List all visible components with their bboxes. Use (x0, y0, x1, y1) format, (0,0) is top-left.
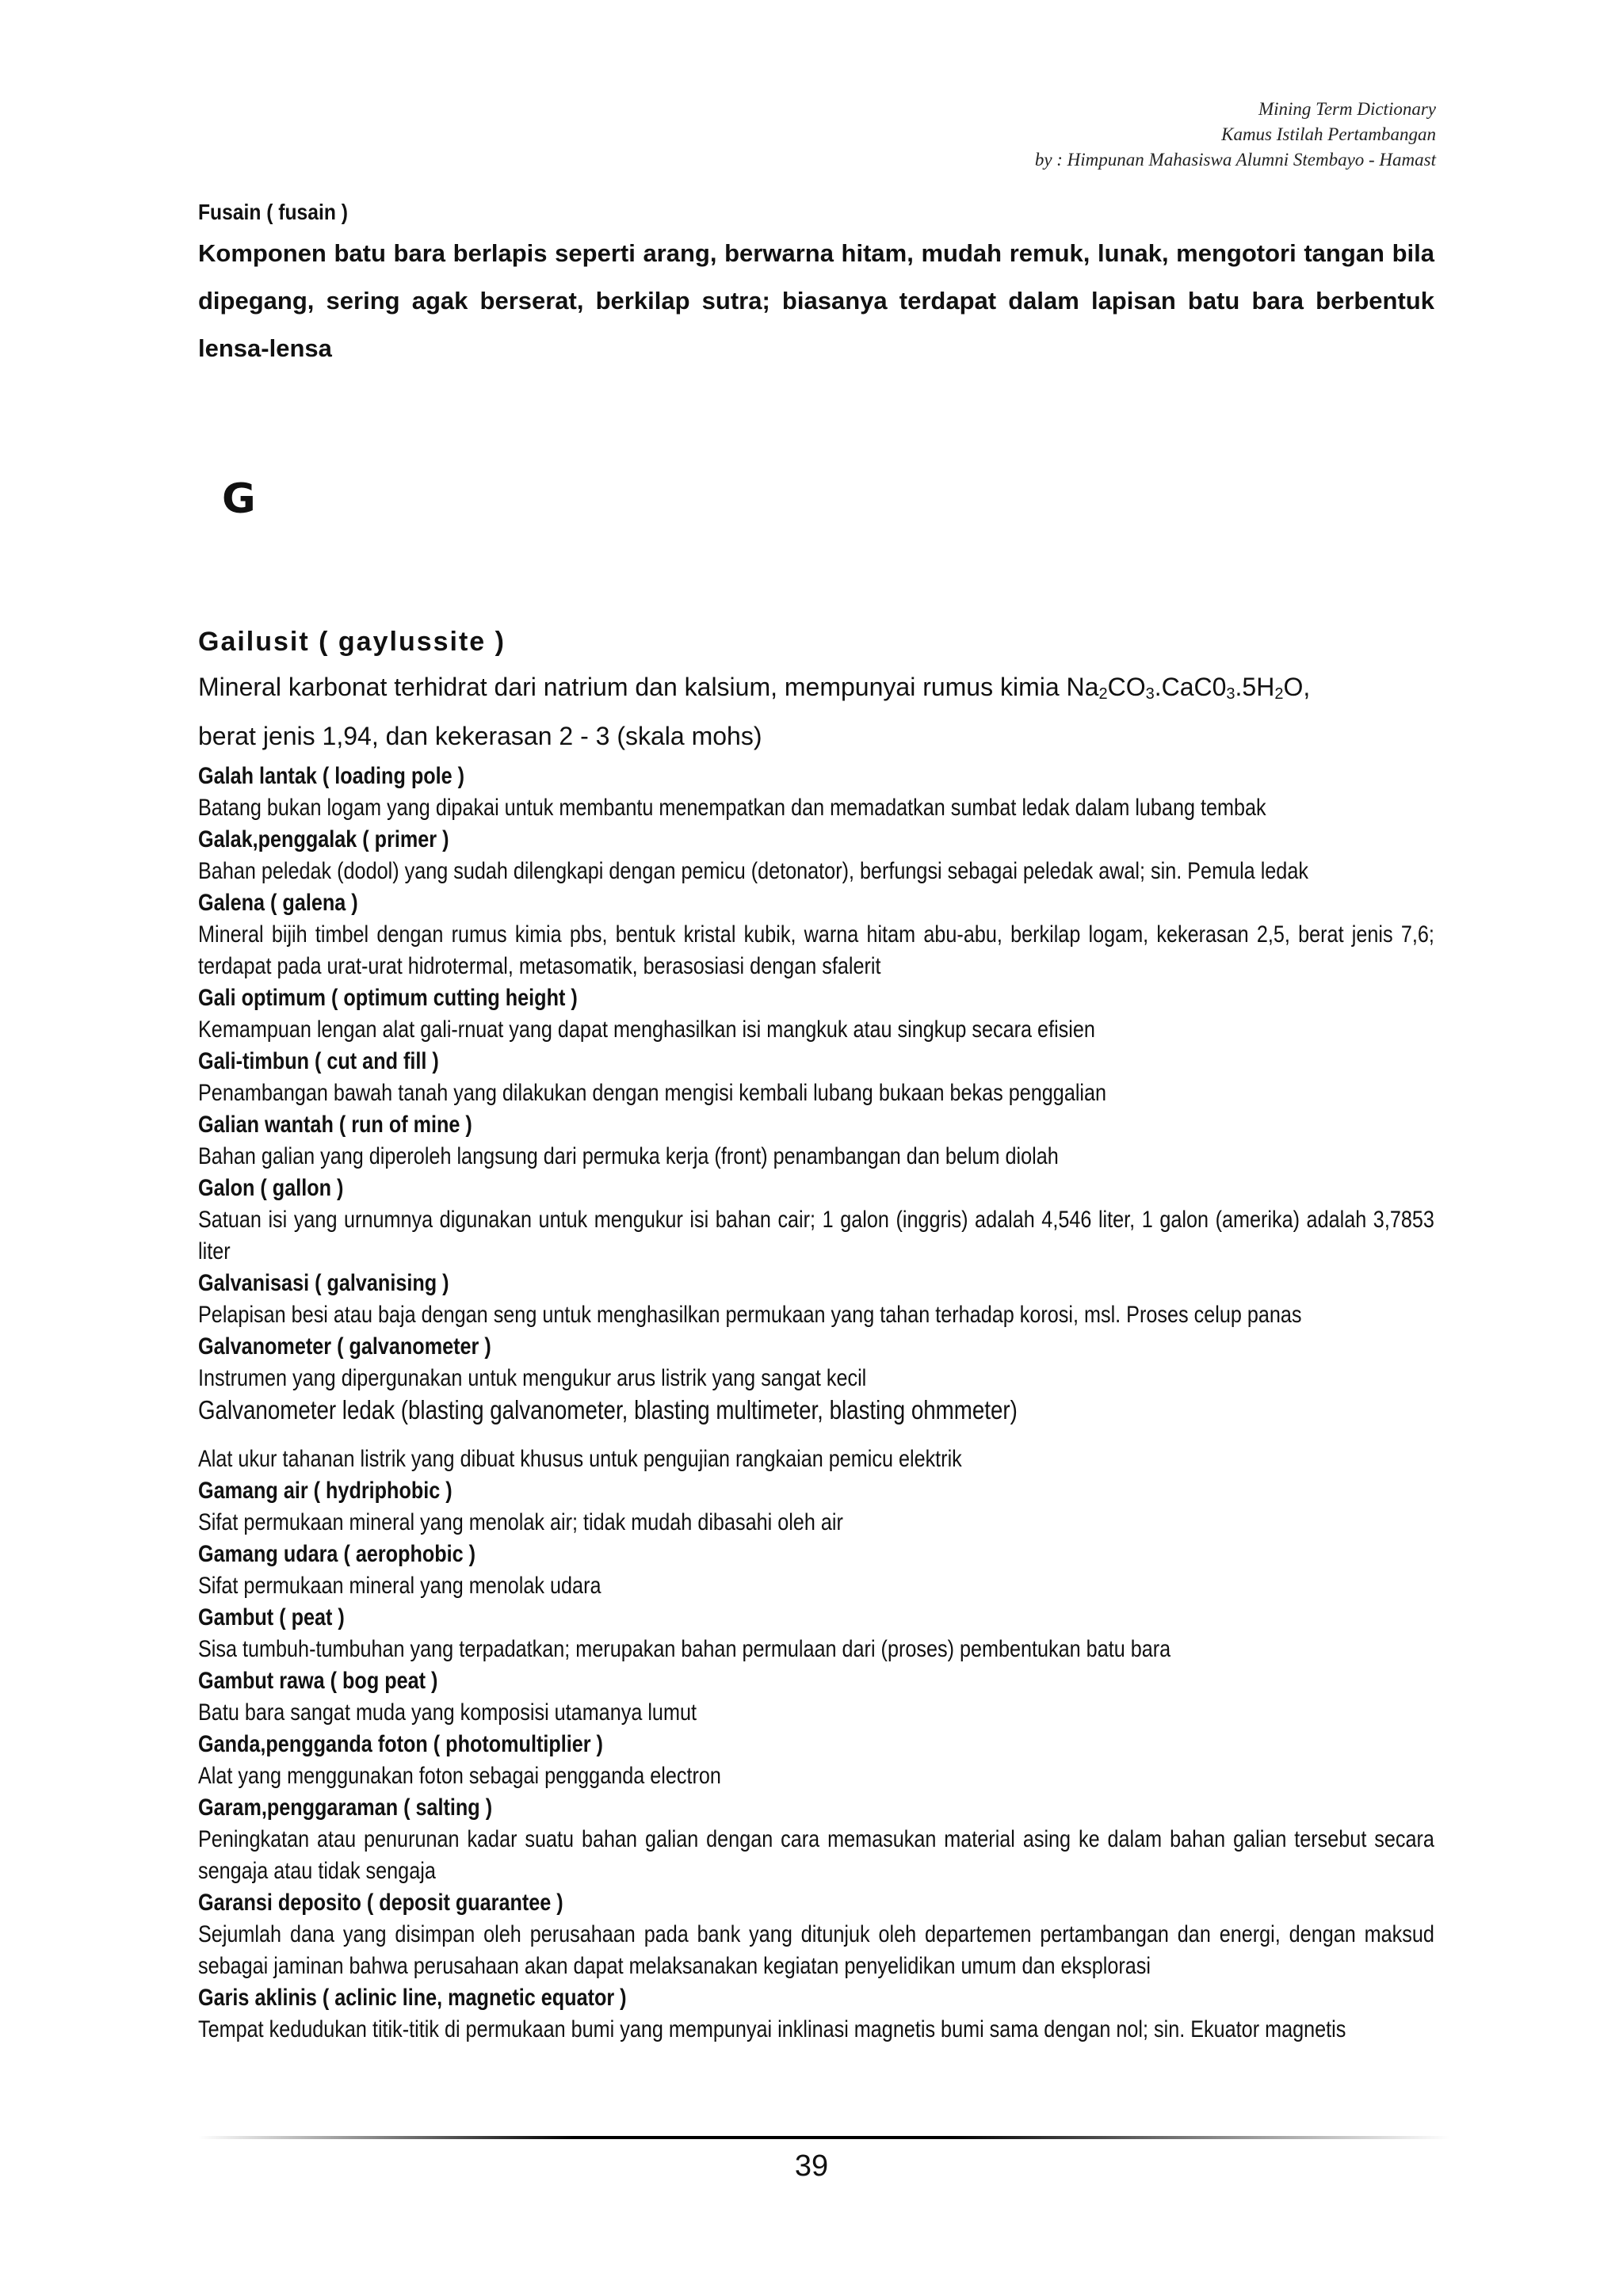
entry-definition: Kemampuan lengan alat gali-rnuat yang dapat menghasilkan isi mangkuk atau singkup secara efisien (198, 1016, 1095, 1043)
entry (198, 1982, 1434, 2046)
entry-definition: Mineral bijih timbel dengan rumus kimia pbs, bentuk kristal kubik, warna hitam abu-abu, berkilap logam, kekerasan 2,5, berat jenis 7,6; terdapat pada urat-urat hidrotermal, metasomatik, berasosiasi dengan sfalerit (198, 921, 1434, 979)
entry-definition: Penambangan bawah tanah yang dilakukan dengan mengisi kembali lubang bukaan bekas penggalian (198, 1080, 1107, 1106)
entry (198, 1887, 1434, 1982)
entry-term: Garis aklinis ( aclinic line, magnetic equator ) (198, 1985, 627, 2011)
entry-term: Galon ( gallon ) (198, 1175, 344, 1201)
entry-definition: Peningkatan atau penurunan kadar suatu bahan galian dengan cara memasukan material asing ke dalam bahan galian tersebut secara sengaja atau tidak sengaja (198, 1826, 1434, 1884)
entry-definition: Sisa tumbuh-tumbuhan yang terpadatkan; merupakan bahan permulaan dari (proses) pembentukan batu bara (198, 1636, 1171, 1662)
entry (198, 1394, 1434, 1475)
entry-definition: Satuan isi yang urnumnya digunakan untuk mengukur isi bahan cair; 1 galon (inggris) adalah 4,546 liter, 1 galon (amerika) adalah 3,7853 liter (198, 1207, 1434, 1264)
entry-term-fusain: Fusain ( fusain ) (198, 200, 348, 224)
entry (198, 1475, 1434, 1539)
header-title-english: Mining Term Dictionary (1258, 99, 1436, 119)
entry (198, 1331, 1434, 1394)
entry-term: Gali-timbun ( cut and fill ) (198, 1048, 439, 1074)
section-letter: G (222, 475, 256, 523)
entry-term: Garansi deposito ( deposit guarantee ) (198, 1890, 563, 1916)
entry (198, 1046, 1434, 1109)
dictionary-content (198, 198, 1434, 2046)
entry-term: Galah lantak ( loading pole ) (198, 763, 465, 789)
entry (198, 1539, 1434, 1602)
footer-divider (198, 2136, 1450, 2139)
entry-term: Galvanisasi ( galvanising ) (198, 1270, 449, 1296)
page-number: 39 (794, 2149, 829, 2183)
entry (198, 1268, 1434, 1331)
entry-term: Galak,penggalak ( primer ) (198, 826, 449, 852)
entry-term: Ganda,pengganda foton ( photomultiplier ) (198, 1731, 603, 1757)
entry-term: Gambut ( peat ) (198, 1604, 345, 1630)
entry-definition-fusain: Komponen batu bara berlapis seperti arang, berwarna hitam, mudah remuk, lunak, mengotori tangan bila dipegang, sering agak berserat, berkilap sutra; biasanya terdapat dalam lapisan batu bara berbentuk lensa-lensa (198, 239, 1434, 362)
entry-definition: Instrumen yang dipergunakan untuk mengukur arus listrik yang sangat kecil (198, 1365, 867, 1391)
entry-definition: Sifat permukaan mineral yang menolak air; tidak mudah dibasahi oleh air (198, 1509, 843, 1535)
running-header (1035, 97, 1436, 173)
entry (198, 1109, 1434, 1173)
entry (198, 1665, 1434, 1729)
entry-definition: Tempat kedudukan titik-titik di permukaan bumi yang mempunyai inklinasi magnetis bumi sama dengan nol; sin. Ekuator magnetis (198, 2016, 1346, 2042)
entry-definition: Sejumlah dana yang disimpan oleh perusahaan pada bank yang ditunjuk oleh departemen pertambangan dan energi, dengan maksud sebagai jaminan bahwa perusahaan akan dapat melaksanakan kegiatan penyelidikan umum dan eksplorasi (198, 1921, 1434, 1979)
entry (198, 824, 1434, 887)
entry-definition: Sifat permukaan mineral yang menolak udara (198, 1573, 601, 1599)
entry-term: Gamang air ( hydriphobic ) (198, 1478, 453, 1504)
entry-list (198, 761, 1434, 2046)
entry (198, 761, 1434, 824)
entry-term-gailusit: Gailusit ( gaylussite ) (198, 627, 506, 657)
entry (198, 1173, 1434, 1268)
entry-definition: Pelapisan besi atau baja dengan seng untuk menghasilkan permukaan yang tahan terhadap korosi, msl. Proses celup panas (198, 1302, 1302, 1328)
entry (198, 1792, 1434, 1887)
entry-term: Galena ( galena ) (198, 890, 358, 916)
entry-term: Galian wantah ( run of mine ) (198, 1112, 472, 1138)
entry-definition: Batang bukan logam yang dipakai untuk membantu menempatkan dan memadatkan sumbat ledak dalam lubang tembak (198, 795, 1266, 821)
entry-term: Gambut rawa ( bog peat ) (198, 1668, 438, 1694)
entry-term-galvanometer-ledak: Galvanometer ledak (blasting galvanometer, blasting multimeter, blasting ohmmeter) (198, 1395, 1018, 1425)
header-title-indonesian: Kamus Istilah Pertambangan (1221, 124, 1436, 144)
entry-term: Garam,penggaraman ( salting ) (198, 1794, 493, 1821)
entry-definition: Alat yang menggunakan foton sebagai pengganda electron (198, 1763, 721, 1789)
entry-definition: Batu bara sangat muda yang komposisi utamanya lumut (198, 1699, 697, 1726)
entry (198, 1729, 1434, 1792)
entry (198, 1602, 1434, 1665)
entry-definition: Bahan galian yang diperoleh langsung dari permuka kerja (front) penambangan dan belum diolah (198, 1143, 1059, 1169)
entry-term: Gali optimum ( optimum cutting height ) (198, 985, 578, 1011)
entry-term: Galvanometer ( galvanometer ) (198, 1333, 491, 1360)
entry (198, 982, 1434, 1046)
entry-definition-gailusit: Mineral karbonat terhidrat dari natrium dan kalsium, mempunyai rumus kimia $Na_2CO_3.CaC0_3.5H_2O$, berat jenis 1,94, dan kekerasan 2 - 3 (skala mohs) (198, 673, 1311, 750)
entry-term: Gamang udara ( aerophobic ) (198, 1541, 476, 1567)
entry-definition-galvanometer-ledak: Alat ukur tahanan listrik yang dibuat khusus untuk pengujian rangkaian pemicu elektrik (198, 1446, 962, 1472)
entry-definition: Bahan peledak (dodol) yang sudah dilengkapi dengan pemicu (detonator), berfungsi sebagai peledak awal; sin. Pemula ledak (198, 858, 1308, 884)
header-author: by : Himpunan Mahasiswa Alumni Stembayo - Hamast (1034, 150, 1436, 170)
entry (198, 887, 1434, 982)
